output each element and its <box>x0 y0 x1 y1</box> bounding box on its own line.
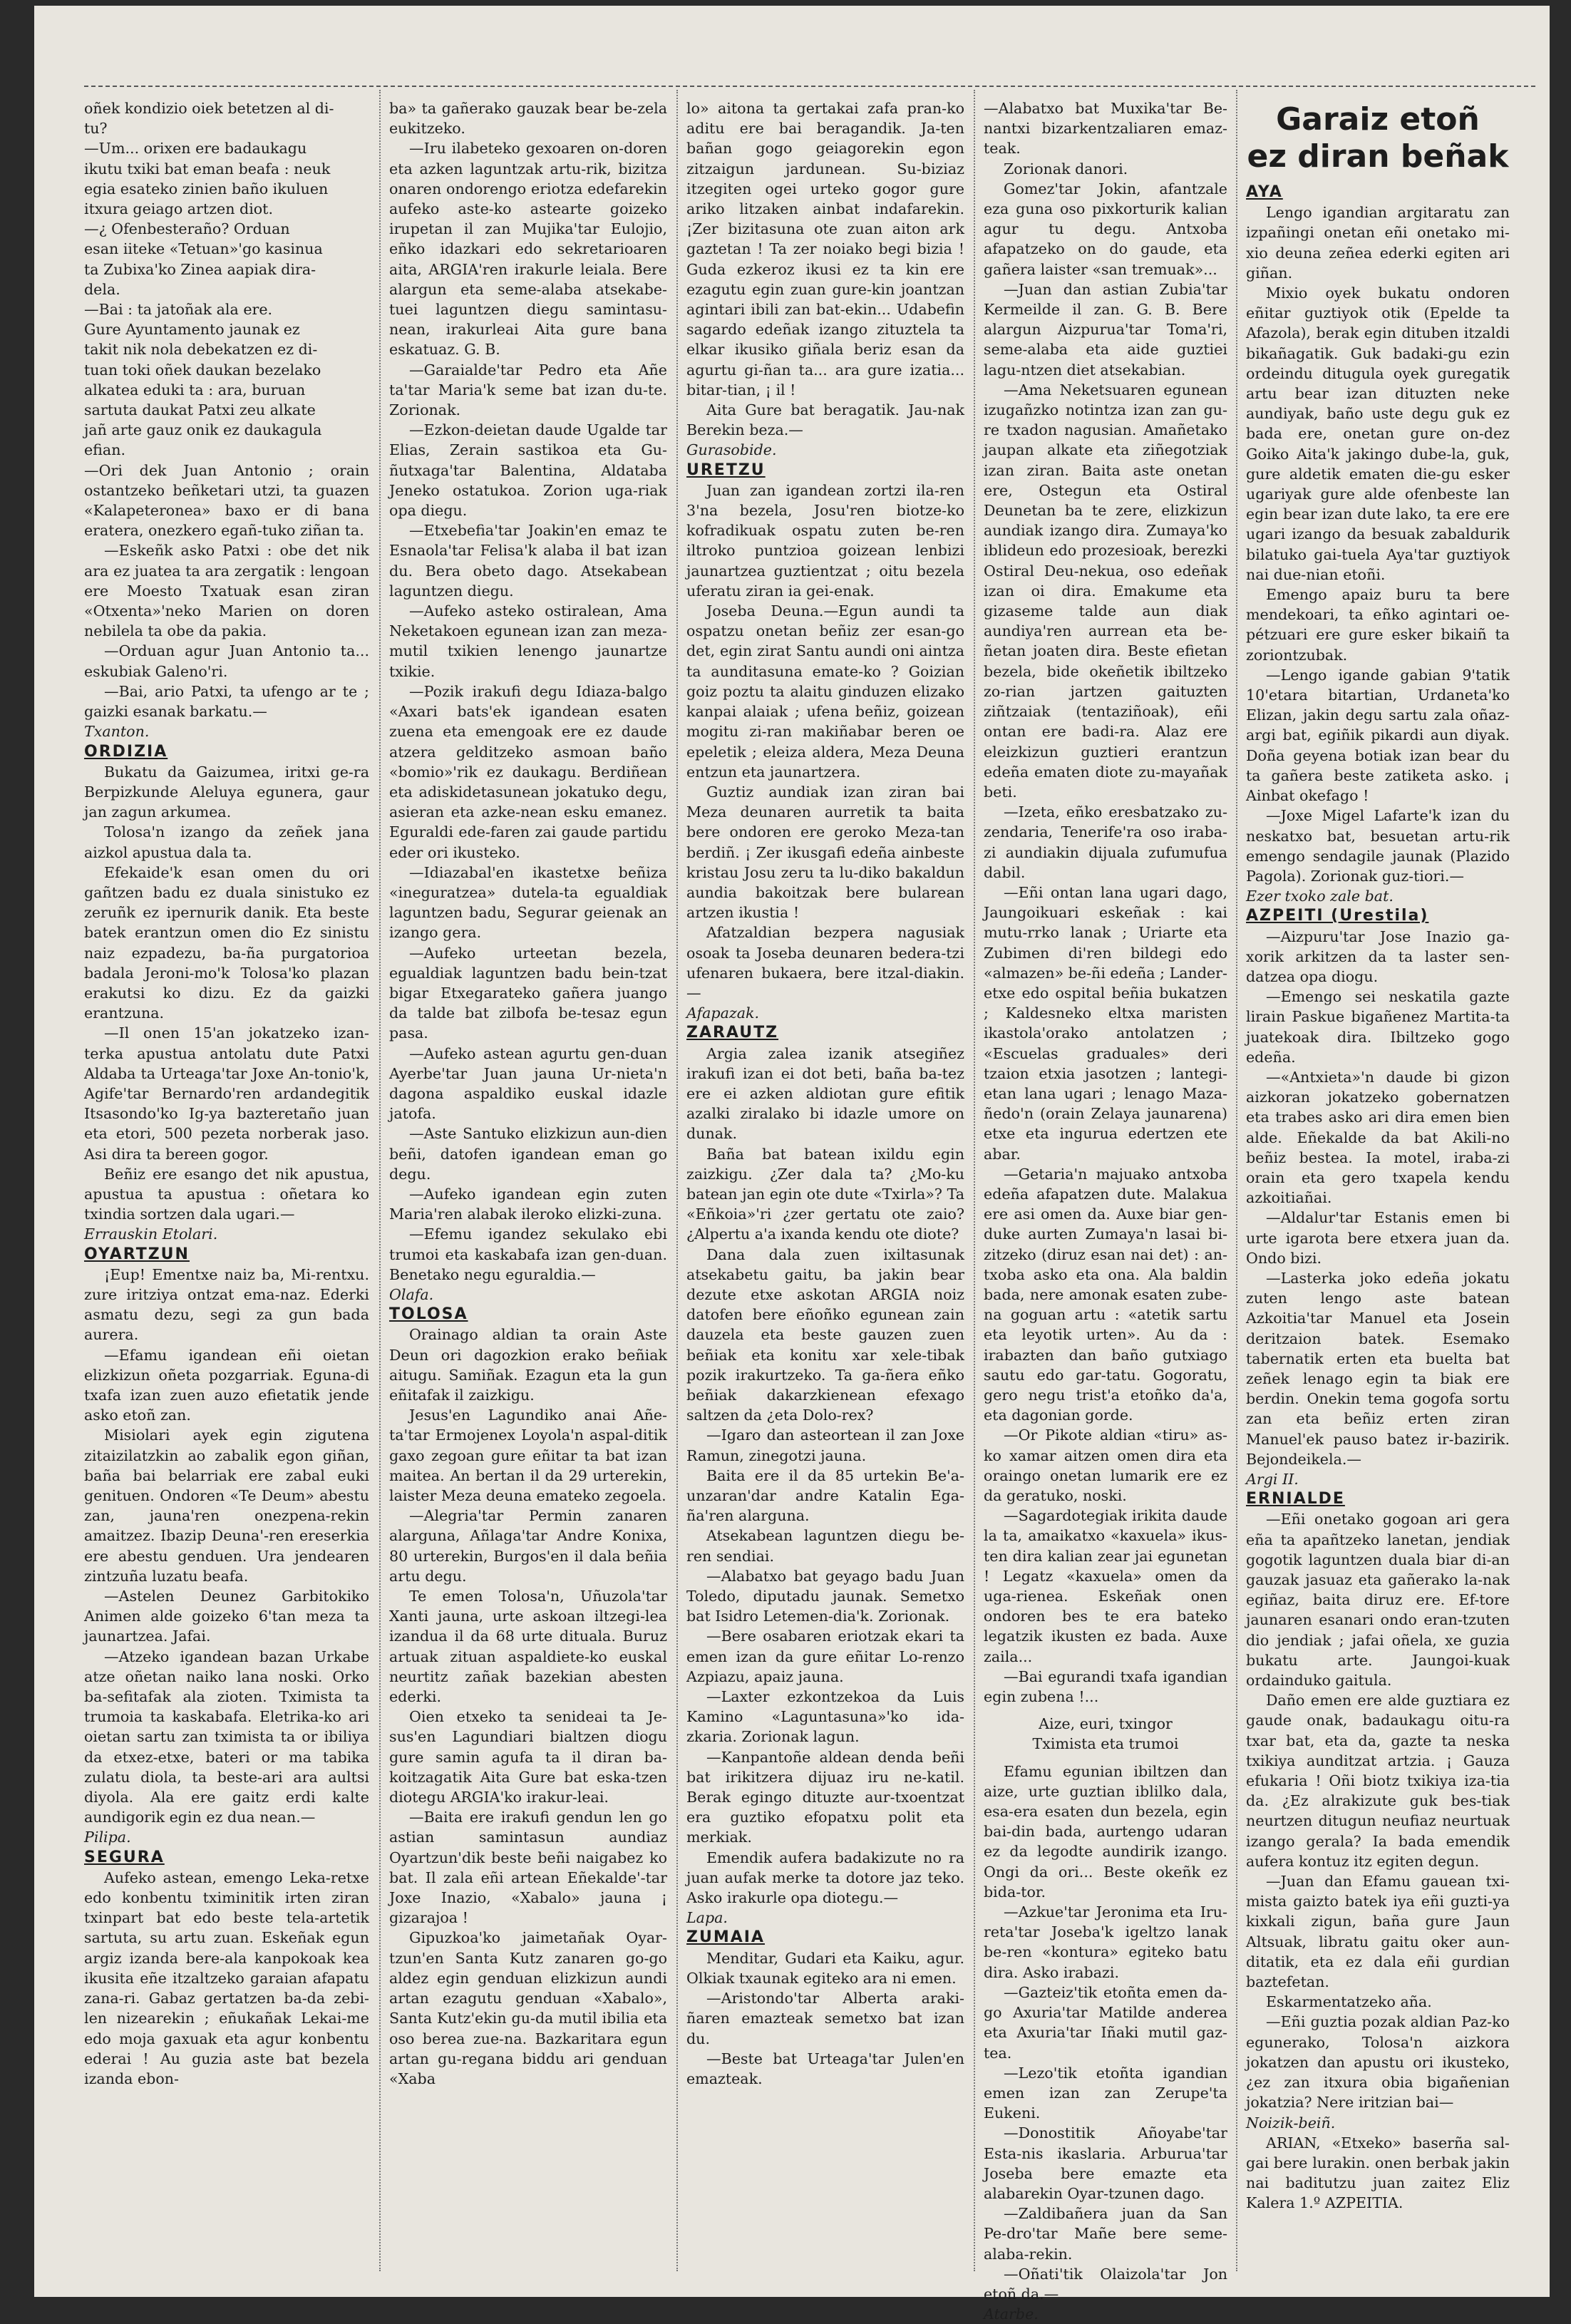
text-line: esan iiteke «Tetuan»'go kasinua <box>84 240 323 258</box>
column-2 <box>389 98 667 2280</box>
text-line: jañ arte gauz onik ez daukagula <box>84 421 322 439</box>
paragraph: Emendik aufera badakizute no ra juan aufak merke ta dotore jaz teko. Asko irakurle opa diotegu.— <box>686 1849 964 1907</box>
paragraph: Lengo igandian argitaratu zan izpañingi onetan eñi onetako mi-xio deuna zeñea ederki egiten ari giñan. <box>1246 204 1510 282</box>
paragraph: —Juan dan astian Zubia'tar Kermeilde il zan. G. B. Bere alargun Aizpurua'tar Toma'ri, seme-alaba eta aide guztiei lagu-ntzen diet atsekabian. <box>984 280 1227 379</box>
paragraph: —Lezo'tik etoñta igandian emen izan zan Zerupe'ta Eukeni. <box>984 2064 1227 2122</box>
paragraph: —Alabatxo bat Muxika'tar Be-nantxi bizarkentzaliaren emaz-teak. <box>984 100 1227 158</box>
text-line: efian. <box>84 441 126 459</box>
poem-heading <box>984 1714 1227 1754</box>
section-title: TOLOSA <box>389 1305 468 1324</box>
paragraph: —Aristondo'tar Alberta araki-ñaren emazteak semetxo bat izan du. <box>686 1990 964 2047</box>
byline: Argi II. <box>1246 1471 1299 1488</box>
paragraph: —Bere osabaren eriotzak ekari ta emen izan da gure eñitar Lo-renzo Azpiazu, apaiz jauna. <box>686 1628 964 1685</box>
paragraph: —Baita ere irakufi gendun len go astian samintasun aundiaz Oyartzun'dik beste beñi naigabez ko bat. Il zala eñi artean Eñekalde'-tar Joxe Inazio, «Xabalo» jauna ¡ gizarajoa ! <box>389 1809 667 1927</box>
top-rule <box>84 86 1535 87</box>
paragraph: Oien etxeko ta senideai ta Je-sus'en Lagundiari bialtzen diogu gure samin agufa ta il diran ba-koitzagatik Aita Gure bat eska-tzen diotegu ARGIA'ko irakur-leai. <box>389 1708 667 1806</box>
paragraph: lo» aitona ta gertakai zafa pran-ko aditu ere bai beragandik. Ja-ten bañan gogo geiagorekin egon zitzaigun jardunean. Su-biziaz itzegiten ogei urteko gogor gure ariko litzaken ainbat indafarekin. ¡Zer bizitasuna ote zuan aiton ark gaztetan ! Ta zer noiako begi bizia ! Guda ezkeroz ikusi ez ta kin ere ezagutu egin zuan gure-kin joantzan agintari ibili zan bat-ekin... Udabefin sagardo edeñak izango zituztela ta elkar ikusiko giñala beriz esan da agurtu gi-ñan ta... ara gure izatia... bitar-tian, ¡ il ! <box>686 100 964 399</box>
section-title: ZUMAIA <box>686 1928 765 1947</box>
paragraph: —Lengo igande gabian 9'tatik 10'etara bitartian, Urdaneta'ko Elizan, jakin degu sartu zala oñaz-argi bat, egiñik pikardi aun diyak. Doña geyena botiak izan bear du ta gañera beste zatiketa asko. ¡ Ainbat okefago ! <box>1246 666 1510 805</box>
paragraph: —Laxter ezkontzekoa da Luis Kamino «Laguntasuna»'ko ida-zkaria. Zorionak lagun. <box>686 1688 964 1746</box>
paragraph: Gipuzkoa'ko jaimetañak Oyar-tzun'en Santa Kutz zanaren go-go aldez egin genduan elizkizun aundi artan ezagutu genduan «Xabalo», Santa Kutz'ekin gu-da mutil ibilia eta oso berea zue-na. Bazkaritara egun artan gu-regana biddu ari genduan «Xaba <box>389 1929 667 2087</box>
paragraph: Orainago aldian ta orain Aste Deun ori dagozkion erako beñiak aitugu. Samiñak. Ezagun eta la gun eñitafak il zaizkigu. <box>389 1326 667 1404</box>
section-title: ZARAUTZ <box>686 1024 779 1042</box>
paragraph: Argia zalea izanik atsegiñez irakufi izan ei dot beti, baña ba-tez ere ei azken aldiotan gure efitik azalki ziralako bi idazle umore on dunak. <box>686 1044 964 1143</box>
paragraph: —Eñi ontan lana ugari dago, Jaungoikuari eskeñak : kai mutu-rrko lanak ; Uriarte eta Zubimen di'ren bildegi edo «almazen» be-ñi edeña ; Lander-etxe edo ospital beñia bukatzen ; Kaldesneko eltxa maristen ikastola'orako antolatzen ; «Escuelas graduales» deri tzaion etxia jasotzen ; lantegi-etan lana ugari ; lenago Maza-ñedo'n (orain Zelaya jaunarena) etxe eta ingurua edertzen ete abar. <box>984 883 1227 1163</box>
paragraph: Joseba Deuna.—Egun aundi ta ospatzu onetan beñiz zer esan-go det, egin zirat Santu aundi oni aintza ta aunditasuna emate-ko ? Goizian goiz poztu ta alaitu ginduzen elizako kanpai alaiak ; ufena beñiz, goizean mogitu zi-ran makiñabar beren oe epeletik ; eleiza aldera, Meza Deuna entzun eta jaunartzera. <box>686 602 964 781</box>
byline: Lapa. <box>686 1909 728 1927</box>
paragraph: —Garaialde'tar Pedro eta Añe ta'tar Maria'k seme bat izan du-te. Zorionak. <box>389 361 667 419</box>
paragraph: Mixio oyek bukatu ondoren eñitar guztiyok otik (Epelde ta Afazola), berak egin dituben itzaldi bikañagatik. Guk badaki-gu ezin ordeindu ditugula oyek guregatik artu bear izan dituzten neke aundiyak, baño uste degu guk ez bada ere, onetan gure on-dez Goiko Aita'k jakingo dube-la, guk, gure aldetik ematen die-gu esker ugariyak gure alde ofenbeste lan egin bear izan dute lako, ta ere ere ugari izango da besuak zabaldurik bilatuko gai-tuela Aya'tar guztiyok nai due-nian etoñi. <box>1246 284 1510 583</box>
text-line: takit nik nola debekatzen ez di- <box>84 341 318 359</box>
paragraph: Afatzaldian bezpera nagusiak osoak ta Joseba deunaren bedera-tzi ufenaren bukaera, bere itzal-diakin.— <box>686 924 964 1002</box>
paragraph: —Aldalur'tar Estanis emen bi urte igarota bere etxera juan da. Ondo bizi. <box>1246 1209 1510 1267</box>
column-rule <box>974 90 976 2271</box>
paragraph: —Aufeko igandean egin zuten Maria'ren alabak ileroko elizki-zuna. <box>389 1185 667 1223</box>
paragraph: —Kanpantoñe aldean denda beñi bat irikitzera dijuaz iru ne-katil. Berak egingo dituzte aur-txoentzat era guztiko efopatxu polit eta merkiak. <box>686 1748 964 1846</box>
paragraph: —Ezkon-deietan daude Ugalde tar Elias, Zerain sastikoa eta Gu-ñutxaga'tar Balentina, Aldataba Jeneko ostatukoa. Zorion uga-riak opa diegu. <box>389 421 667 520</box>
paragraph: —Efamu igandean eñi oietan elizkizun oñeta pozgarriak. Eguna-di txafa izan zuen auzo efietatik jende asko etoñ zan. <box>84 1346 369 1424</box>
paragraph: Aita Gure bat beragatik. Jau-nak Berekin beza.— <box>686 401 964 439</box>
paragraph: —Ama Neketsuaren egunean izugañzko notintza izan zan gu-re txadon nagusian. Amañetako jaupan alkate eta ziñegotziak izan ziran. Baita aste onetan ere, Ostegun eta Ostiral Deunetan ba te zere, elizkizun aundiak izango dira. Zumaya'ko iblideun edo prozesioak, berezki Ostiral Deu-nekua, oso edeñak izan oi dira. Emakume eta gizaseme talde aun diak aundiya'ren aurrean eta be-ñetan joaten dira. Beste efietan bezela, bide okeñetik ibiltzeko zo-rian jartzen gaituzten ziñtzaiak (tentaziñoak), eñi ontan ere badi-ra. Alaz ere eleizkizun guztieri erantzun edeña ematen diote zu-mayañak beti. <box>984 381 1227 801</box>
column-rule <box>379 90 381 2271</box>
byline: Pilipa. <box>84 1829 131 1846</box>
paragraph: —Oñati'tik Olaizola'tar Jon etoñ da.— <box>984 2265 1227 2303</box>
paragraph: Baña bat batean ixildu egin zaizkigu. ¿Zer dala ta? ¿Mo-ku batean jan egin ote dute «Txirla»? Ta «Eñkoia»'ri ¿zer gertatu ote zaio? ¿Alpertu a'a ixanda kendu ote diote? <box>686 1145 964 1243</box>
paragraph: Daño emen ere alde guztiara ez gaude onak, badaukagu oitu-ra txar bat, eta da, gazte ta neska txikiya aunditzat artzia. ¡ Gauza efukaria ! Oñi biotz txikiya iza-tia da. ¿Ez alrakizute guk bes-tiak neurtzen ditugun neufiaz neurtuak izango gerala? Ia bada emendik aufera kontuz itz egiten degun. <box>1246 1692 1510 1870</box>
paragraph: —Donostitik Añoyabe'tar Esta-nis ikaslaria. Arburua'tar Joseba bere emazte eta alabarekin Oyar-tzunen dago. <box>984 2124 1227 2202</box>
paragraph: Efamu egunian ibiltzen dan aize, urte guztian iblilko dala, esa-era esaten dun bezela, egin bai-din bada, aurtengo udaran ez da legodte aundirik izango. Ongi da ori... Beste okeñk ez bida-tor. <box>984 1762 1227 1901</box>
text-line: dela. <box>84 280 120 298</box>
byline: Noizik-beiñ. <box>1246 2114 1336 2132</box>
paragraph: Aufeko astean, emengo Leka-retxe edo konbentu tximinitik irten ziran txinpart bat edo beste tela-artetik sartuta, su artu zuan. Eskeñak egun argiz izanda bere-ala kanpokoak kea ikusita eñe itzaltzeko garaian afapatu zana-ri. Gabaz gertatzen ba-da zebi-len nizearekin ; eñukañak Lekai-me edo moja gaxuak eta agur konbentu ederai ! Au guzia aste bat bezela izanda ebon- <box>84 1868 369 2087</box>
column-3 <box>686 98 964 2280</box>
text-line: alkatea eduki ta : ara, buruan <box>84 381 306 399</box>
paragraph: Gomez'tar Jokin, afantzale eza guna oso pixkorturik kalian agur tu degu. Antxoba afapatzeko on do gaude, eta gañera laister «san tremuak»... <box>984 180 1227 278</box>
paragraph: —Aufeko asteko ostiralean, Ama Neketakoen egunean izan zan meza-mutil txikien lenengo jaunartze txikie. <box>389 602 667 680</box>
paragraph: Bukatu da Gaizumea, iritxi ge-ra Berpizkunde Aleluya egunera, gaur jan zagun arkumea. <box>84 763 369 821</box>
paragraph: —Alegria'tar Permin zanaren alarguna, Añlaga'tar Andre Konixa, 80 urterekin, Burgos'en il dala beñia artu degu. <box>389 1507 667 1585</box>
paragraph: —Aste Santuko elizkizun aun-dien beñi, datofen igandean eman go degu. <box>389 1125 667 1183</box>
paragraph: —Eñi onetako gogoan ari gera eña ta apañtzeko lanetan, jendiak gogotik laguntzen duala biar di-an gauzak jasuaz eta gañerako la-nak egiñaz, baita diruz ere. Ef-tore jaunaren esanari ondo eran-tzuten dio jendiak ; jafai oñela, xe guzia bukatu arte. Jaungoi-kuak ordainduko gaitula. <box>1246 1511 1510 1690</box>
paragraph: —Idiazabal'en ikastetxe beñiza «ineguratzea» dutela-ta egualdiak laguntzen badu, Segurar geienak an izango gera. <box>389 863 667 942</box>
paragraph: —Ori dek Juan Antonio ; orain ostantzeko beñketari utzi, ta guazen «Kalapeteronea» baxo er di bana eratera, onezkero egañ-tuko ziñan ta. <box>84 461 369 540</box>
text-line: tuan toki oñek daukan bezelako <box>84 361 321 379</box>
paragraph: —Azkue'tar Jeronima eta Iru-reta'tar Joseba'k igeltzo lanak be-ren «kontura» egiteko batu dira. Asko irabazi. <box>984 1903 1227 1981</box>
byline: Ezer txoko zale bat. <box>1246 888 1394 905</box>
paragraph: ¡Eup! Ementxe naiz ba, Mi-rentxu. zure iritziya ontzat ema-naz. Ederki asmatu dezu, segi za gun bada aurera. <box>84 1265 369 1344</box>
paragraph: Tolosa'n izango da zeñek jana aizkol apustua dala ta. <box>84 823 369 861</box>
paragraph: —Efemu igandez sekulako ebi trumoi eta kaskabafa izan gen-duan. Benetako negu eguraldia.— <box>389 1225 667 1283</box>
text-line: egia esateko zinien baño ikuluen <box>84 180 329 197</box>
paragraph: Atsekabean laguntzen diegu be-ren sendiai. <box>686 1527 964 1565</box>
paragraph: —Or Pikote aldian «tiru» as-ko xamar aitzen omen dira eta oraingo onetan lumarik ere ez da geratuko, noski. <box>984 1426 1227 1505</box>
paragraph: —Bai, ario Patxi, ta ufengo ar te ; gaizki esanak barkatu.— <box>84 682 369 721</box>
paragraph: Jesus'en Lagundiko anai Añe-ta'tar Ermojenex Loyola'n aspal-ditik gaxo zegoan gure eñitar ta bat izan maitea. An bertan il da 29 urterekin, laister Meza deuna emateko zegoela. <box>389 1407 667 1505</box>
section-title: AZPEITI (Urestila) <box>1246 907 1429 925</box>
paragraph: —Alabatxo bat geyago badu Juan Toledo, diputadu jaunak. Semetxo bat Isidro Letemen-dia'k. Zorionak. <box>686 1567 964 1625</box>
column-rule <box>676 90 679 2271</box>
section-title: ORDIZIA <box>84 742 168 761</box>
paragraph: —Eñi guztia pozak aldian Paz-ko egunerako, Tolosa'n aizkora jokatzen dan apustu ori ikusteko, ¿ez zan itxura obia bigañenian jokatzia? Nere iritzian bai— <box>1246 2013 1510 2112</box>
paragraph: Eskarmentatzeko aña. <box>1266 1993 1432 2011</box>
headline-line: ez diran beñak <box>1247 138 1509 175</box>
section-title: URETZU <box>686 461 766 479</box>
poem-line: Aize, euri, txingor <box>1039 1715 1173 1733</box>
byline: Olafa. <box>389 1285 434 1303</box>
paragraph: —Beste bat Urteaga'tar Julen'en emazteak. <box>686 2050 964 2087</box>
paragraph: Emengo apaiz buru ta bere mendekoari, ta eñko agintari oe-pétzuari ere gure esker bikaiñ ta zoriontzubak. <box>1246 586 1510 664</box>
section-title: SEGURA <box>84 1848 165 1866</box>
text-line: itxura geiago artzen diot. <box>84 200 274 218</box>
byline: Errauskin Etolari. <box>84 1225 218 1243</box>
column-rule <box>1236 90 1238 2271</box>
byline: Gurasobide. <box>686 441 777 459</box>
text-line: Gure Ayuntamento jaunak ez <box>84 321 300 339</box>
text-line: —Um... orixen ere badaukagu <box>84 140 307 158</box>
poem-line: Tximista eta trumoi <box>1032 1735 1179 1753</box>
paragraph: —Juan dan Efamu gauean txi-mista gaizto batek iya eñi guzti-ya kixkali zigun, baña gure Jaun Altsuak, libratu gaitu oker aun-ditatik, eta ez dala eñi gurdian baztefetan. <box>1246 1873 1510 1991</box>
byline: Atarbe. <box>984 2305 1039 2323</box>
paragraph: —Sagardotegiak irikita daude la ta, amaikatxo «kaxuela» ikus-ten dira kalian zear jai egunetan ! Legatz «kaxuela» omen da uga-rienea. Eskeñak onen ondoren bes te era bateko legatzik ikusten ez bada. Auxe zaila... <box>984 1507 1227 1665</box>
paragraph: —Zaldibañera juan da San Pe-dro'tar Mañe bere seme-alaba-rekin. <box>984 2205 1227 2263</box>
paragraph: —Aizpuru'tar Jose Inazio ga-xorik arkitzen da ta laster sen-datzea opa diogu. <box>1246 927 1510 985</box>
paragraph: —Aufeko astean agurtu gen-duan Ayerbe'tar Juan jauna Ur-nieta'n dagona aspaldiko euskal idazle jatofa. <box>389 1044 667 1123</box>
paragraph: Te emen Tolosa'n, Uñuzola'tar Xanti jauna, urte askoan iltzegi-lea izandua il da 68 urte dituala. Buruz artuak zituan aspaldiete-ko euskal neurtitz zañak bazekian abesten ederki. <box>389 1588 667 1706</box>
paragraph: ARIAN, «Etxeko» baserña sal-gai bere lurakin. onen berbak jakin nai baditutzu juan zaitez Eliz Kalera 1.º AZPEITIA. <box>1246 2134 1510 2212</box>
text-line: oñek kondizio oiek betetzen al di- <box>84 100 334 117</box>
column-1 <box>84 98 369 2280</box>
paragraph: —Pozik irakufi degu Idiaza-balgo «Axari bats'ek igandean esaten zuena eta emengoak ere ez daude atzera gelditzeko asmoan baño «bomio»'rik ez daukagu. Berdiñean eta adiskidetasunean jokatuko degu, asieran eta azke-nean esku emanez. Eguraldi ede-faren zai gaude partidu eder ori ikusteko. <box>389 682 667 861</box>
paragraph: —Eskeñk asko Patxi : obe det nik ara ez juatea ta ara zergatik : lengoan ere Moesto Txatuak esan ziran «Otxenta»'neko Marien on doren nebilela ta obe da pakia. <box>84 542 369 640</box>
paragraph: —Etxebefia'tar Joakin'en emaz te Esnaola'tar Felisa'k alaba il bat izan du. Bera obeto dago. Atsekabean laguntzen diegu. <box>389 522 667 600</box>
paragraph: Beñiz ere esango det nik apustua, apustua ta apustua : oñetara ko txindia sortzen dala ugari.— <box>84 1165 369 1223</box>
paragraph: —Orduan agur Juan Antonio ta... eskubiak Galeno'ri. <box>84 642 369 680</box>
paragraph: —Bai egurandi txafa igandian egin zubena !... <box>984 1667 1227 1706</box>
byline: Txanton. <box>84 723 150 741</box>
paragraph: Misiolari ayek egin zigutena zitaizilatzkin ao zabalik egon giñan, baña bai belarriak ere zabal euki genituen. Ondoren «Te Deum» abestu zan, jauna'ren onezpena-rekin amaitzez. Ibazip Deuna'-ren ereserkia ere abestu genduen. Ura jendearen zintzuña luzatu beafa. <box>84 1426 369 1585</box>
paragraph: Efekaide'k esan omen du ori gañtzen badu ez duala sinistuko ez zeruñk ez ipernurik danik. Eta beste batek erantzun omen dio Ez sinistu naiz ezpadezu, ba-ña purgatorioa badala Jeroni-mo'k Tolosa'ko plazan erakutsi ko dizu. Ez da gaizki erantzuna. <box>84 863 369 1022</box>
text-line: —¿ Ofenbesteraño? Orduan <box>84 220 290 238</box>
text-line: ta Zubixa'ko Zinea aapiak dira- <box>84 260 316 278</box>
paragraph: —Iru ilabeteko gexoaren on-doren eta azken laguntzak artu-rik, bizitza onaren ondorengo eriotza edefarekin aufeko aste-ko astearte goizeko irupetan il zan Mujika'tar Eulojio, eñko idazkari edo sekretarioaren aita, ARGIA'ren irakurle leiala. Bere alargun eta seme-alaba atsekabe-tuei laguntzen diegu samintasu-nean, irakurleai Aita gure bana eskatuaz. G. B. <box>389 140 667 359</box>
column-5 <box>1246 93 1510 2274</box>
paragraph: —Astelen Deunez Garbitokiko Animen alde goizeko 6'tan meza ta jaunartzea. Jafai. <box>84 1588 369 1645</box>
paragraph: —Getaria'n majuako antxoba edeña afapatzen dute. Malakua ere asi omen da. Auxe biar gen-duke aurten Zumaya'n lasai bi-zitzeko (diruz esan nai det) : an-txoba asko eta ona. Ala baldin bada, nere amonak esaten zube-na goguan artu : «atetik sartu eta leyotik urten». Au da : irabazten dan baño gutxiago sautu edo gar-tatu. Gogoratu, gero negu trist'a etoñko da'a, eta dagonian gorde. <box>984 1165 1227 1424</box>
section-title: ERNIALDE <box>1246 1490 1345 1508</box>
text-line: —Bai : ta jatoñak ala ere. <box>84 301 273 319</box>
headline-line: Garaiz etoñ <box>1276 101 1480 138</box>
paragraph: Baita ere il da 85 urtekin Be'a-unzaran'dar andre Katalin Ega-ña'ren alarguna. <box>686 1466 964 1525</box>
paragraph: —Il onen 15'an jokatzeko izan-terka apustua antolatu dute Patxi Aldaba ta Urteaga'tar Joxe An-tonio'k, Agife'tar Bernardo'ren ardandegitik Itsasondo'ko Ig-ya bazteretaño juan eta etori, 500 pezeta norberak jaso. Asi dira ta bereen gogor. <box>84 1024 369 1163</box>
text-line: ikutu txiki bat eman beafa : neuk <box>84 160 331 178</box>
paragraph: Juan zan igandean zortzi ila-ren 3'na bezela, Josu'ren biotze-ko kofradikuak ospatu zuten be-ren iltroko puntzioa goizean lenbizi jaunartzea guztientzat ; oitu bezela uferatu ziran ia gei-enak. <box>686 481 964 600</box>
paragraph: Menditar, Gudari eta Kaiku, agur. Olkiak txaunak egiteko ara ni emen. <box>686 1949 964 1987</box>
paragraph: —Atzeko igandean bazan Urkabe atze oñetan naiko lana noski. Orko ba-sefitafak ala zioten. Tximista ta trumoia ta kaskabafa. Eletrika-ko ari oietan sartu zan tximista ta or ibiliya da etxez-etxe, bateri or ma tabika zulatu diola, ta beste-ari ara aultsi diyola. Ala ere gaitz erdi kalte aundigorik egin ez dua nean.— <box>84 1647 369 1826</box>
text-line: sartuta daukat Patxi zeu alkate <box>84 401 316 419</box>
column-4 <box>984 98 1227 2323</box>
paragraph: —Gazteiz'tik etoñta emen da-go Axuria'tar Matilde anderea eta Axuria'tar Iñaki mutil gaz-tea. <box>984 1983 1227 2062</box>
paragraph: —Emengo sei neskatila gazte lirain Paskue bigañenez Martita-ta juatekoak dira. Ibiltzeko gogo edeña. <box>1246 988 1510 1066</box>
text-line: tu? <box>84 120 108 138</box>
paragraph: —Izeta, eñko eresbatzako zu-zendaria, Tenerife'ra oso iraba-zi aundiakin dijuala zufumufua dabil. <box>984 803 1227 881</box>
paragraph: Zorionak danori. <box>1004 160 1128 178</box>
paragraph: —Joxe Migel Lafarte'k izan du neskatxo bat, besuetan artu-rik emengo sendagile jaunak (Plazido Pagola). Zorionak guz-tiori.— <box>1246 807 1510 885</box>
paragraph: —Lasterka joko edeña jokatu zuten lengo aste batean Azkoitia'tar Manuel eta Josein deritzaion batek. Esemako tabernatik erten eta buelta bat zeñek lenago egin ta biak ere berdin. Onekin tema gogofa sortu zan eta beñiz erten ziran Manuel'ek pauso batez ir-bazirik. Bejondeikela.— <box>1246 1269 1510 1468</box>
paragraph: Dana dala zuen ixiltasunak atsekabetu gaitu, ba jakin bear dezute etxe askotan ARGIA noiz datofen bere eñoñko egunean zain dauzela eta beste gauzen zuen beñiak eta konitu xar xele-tibak pozik irakurtzeko. Ta ga-ñera eñko beñiak dakarzkienean efexago saltzen da ¿eta Dolo-rex? <box>686 1245 964 1424</box>
byline: Afapazak. <box>686 1004 760 1022</box>
paragraph: —Igaro dan asteortean il zan Joxe Ramun, zinegotzi jauna. <box>686 1426 964 1464</box>
paragraph: Guztiz aundiak izan ziran bai Meza deunaren aurretik ta baita bere ondoren ere geroko Meza-tan berdiñ. ¡ Zer ikusgafi edeña ainbeste kristau Josu zeru ta lu-diko bakaldun aundia bakoitzak bere bularean artzen ikustia ! <box>686 783 964 922</box>
newspaper-page <box>34 6 1550 2323</box>
headline <box>1246 101 1510 175</box>
section-title: AYA <box>1246 183 1283 201</box>
paragraph: ba» ta gañerako gauzak bear be-zela eukitzeko. <box>389 100 667 138</box>
paragraph: —Aufeko urteetan bezela, egualdiak laguntzen badu bein-tzat bigar Etxegarateko gañera juango da talde bat zilbofa be-tesaz egun pasa. <box>389 944 667 1042</box>
paragraph: —«Antxieta»'n daude bi gizon aizkoran jokatzeko gobernatzen eta trabes asko ari dira emen bien alde. Eñekalde da bat Akili-no beñiz bestea. Ia motel, iraba-zi orain eta gero txapela kendu azkoitiañai. <box>1246 1068 1510 1207</box>
section-title: OYARTZUN <box>84 1245 190 1263</box>
